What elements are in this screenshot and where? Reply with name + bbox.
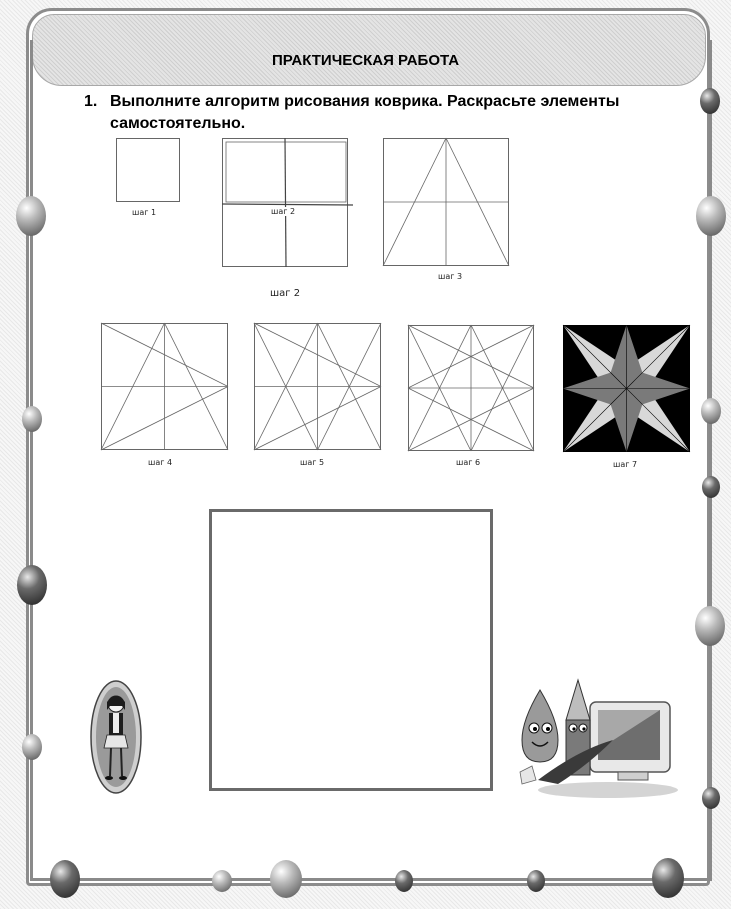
bead-decoration [22,406,42,432]
bead-decoration [212,870,232,892]
pencil-drop-computer-illustration [518,680,690,800]
bead-decoration [696,196,726,236]
step-4-label: шаг 4 [148,458,173,467]
bead-decoration [50,860,80,898]
bead-decoration [22,734,42,760]
step-2-label: шаг 2 [271,207,296,216]
step-1-figure [116,138,180,202]
bead-decoration [652,858,684,898]
task-text: Выполните алгоритм рисования коврика. Раскрасьте элементы самостоятельно. [110,93,620,132]
step-4-figure [101,323,228,450]
step-7-label: шаг 7 [613,460,638,469]
bead-decoration [702,787,720,809]
step-1-square [117,139,180,202]
step-2-figure [222,138,354,268]
bottom-rail [30,878,712,881]
bead-decoration [700,88,720,114]
step-5-figure [254,323,381,450]
bead-decoration [702,476,720,498]
step-1-label: шаг 1 [132,208,157,217]
bead-decoration [701,398,721,424]
bead-decoration [527,870,545,892]
drawing-area[interactable] [209,509,493,791]
bead-decoration [395,870,413,892]
bead-decoration [17,565,47,605]
step-7-figure [563,325,690,452]
girl-illustration [90,680,142,794]
bead-decoration [270,860,302,898]
right-rail [709,40,712,880]
step-6-figure [408,325,534,451]
page-title: ПРАКТИЧЕСКАЯ РАБОТА [271,52,460,69]
step-2-caption: шаг 2 [270,288,301,299]
step-3-label: шаг 3 [438,272,463,281]
header-band [32,14,706,86]
bead-decoration [16,196,46,236]
step-5-label: шаг 5 [300,458,325,467]
step-6-label: шаг 6 [456,458,481,467]
step-3-figure [383,138,509,266]
bead-decoration [695,606,725,646]
task-number: 1. [84,93,98,110]
